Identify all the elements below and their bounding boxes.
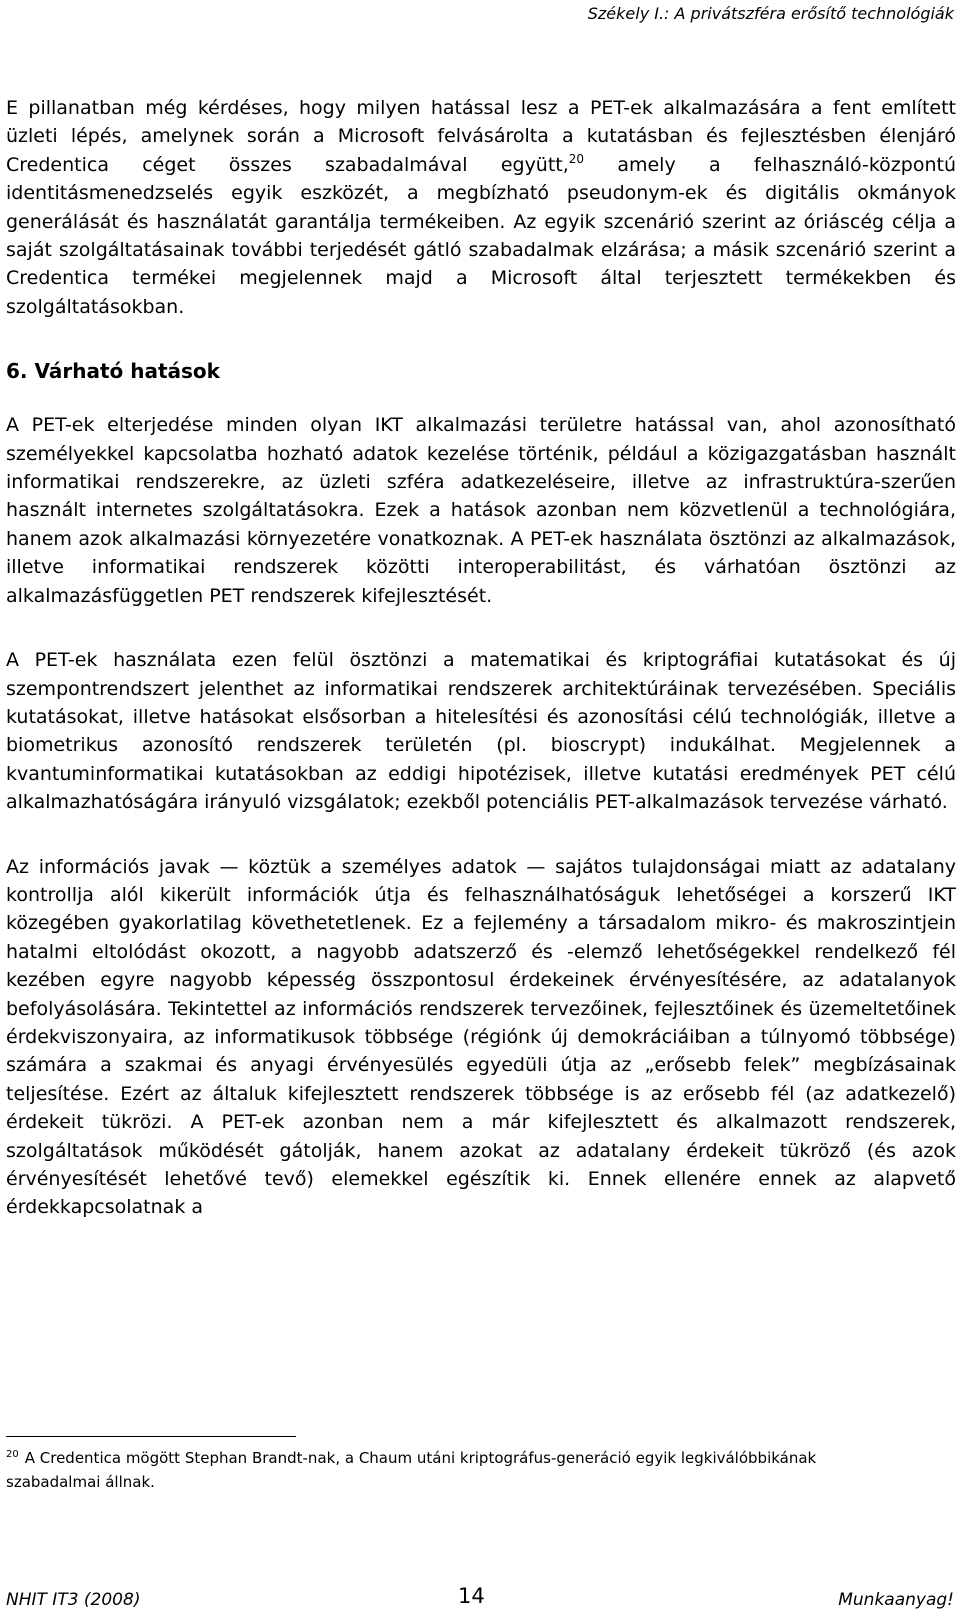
- main-content: [6, 94, 956, 1222]
- paragraph-research: A PET-ek használata ezen felül ösztönzi a matematikai és kriptográfiai kutatásokat és új szempontrendszert jelenthet az informatikai rendszerek architektúráinak tervezésében. Speciális kutatásokat, illetve hatásokat elsősorban a hitelesítési és azonosítási célú technológiák, illetve a biometrikus azonosító rendszerek területén (pl. bioscrypt) indukálhat. Megjelennek a kvantuminformatikai kutatásokban az eddigi hipotézisek, illetve kutatási eredmények PET célú alkalmazhatóságára irányuló vizsgálatok; ezekből potenciális PET-alkalmazások tervezése várható.: [6, 649, 956, 814]
- paragraph-information-goods: Az információs javak — köztük a személyes adatok — sajátos tulajdonságai miatt az adatalany kontrollja alól kikerült információk útja és felhasználhatóságuk lehetőségei a korszerű IKT közegében gyakorlatilag követhetetlenek. Ez a fejlemény a társadalom mikro- és makroszintjein hatalmi eltolódást okozott, a nagyobb adatszerző és -elemző lehetőségekkel rendelkező fél kezében egyre nagyobb képesség összpontosul érdekeinek érvényesítésére, az adatalanyok befolyásolására. Tekintettel az információs rendszerek tervezőinek, fejlesztőinek és üzemeltetőinek érdekviszonyaira, az informatikusok többsége (régiónk új demokráciáiban a túlnyomó többsége) számára a szakmai és anyagi érvényesülés egyedüli útja az „erősebb felek” megbízásainak teljesítése. Ezért az általuk kifejlesztett rendszerek többsége is az erősebb fél (az adatkezelő) érdekeit tükrözi. A PET-ek azonban nem a már kifejlesztett és alkalmazott rendszerek, szolgáltatások működését gátolják, hanem azokat az adatalany érdekeit tükröző (és azok érvényesítését lehetővé tevő) elemekkel egészítik ki. Ennek ellenére ennek az alapvető érdekkapcsolatnak a: [6, 855, 956, 1219]
- page-footer: [6, 1586, 954, 1612]
- footnote-text: A Credentica mögött Stephan Brandt-nak, a Chaum utáni kriptográfus-generáció egyik legkiválóbbikának szabadalmai állnak.: [6, 1449, 817, 1491]
- footnote-number: 20: [6, 1449, 19, 1460]
- paragraph-pet-spread: A PET-ek elterjedése minden olyan IKT alkalmazási területre hatással van, ahol azonosítható személyekkel kapcsolatba hozható adatok kezelése történik, például a közigazgatásban használt informatikai rendszerekre, az üzleti szféra adatkezeléseire, illetve az infrastruktúra-szerűen használt internetes szolgáltatásokra. Ezek a hatások azonban nem közvetlenül a technológiára, hanem azok alkalmazási környezetére vonatkoznak. A PET-ek használata ösztönzi az alkalmazások, illetve informatikai rendszerek közötti interoperabilitást, és várhatóan ösztönzi az alkalmazásfüggetlen PET rendszerek kifejlesztését.: [6, 414, 956, 607]
- running-header: Székely I.: A privátszféra erősítő technológiák: [587, 4, 954, 23]
- footnote-reference[interactable]: 20: [568, 151, 585, 166]
- paragraph-text: amely a felhasználó-központú identitásmenedzselés egyik eszközét, a megbízható pseudonym-ek és digitális okmányok generálását és használatát garantálja termékeiben. Az egyik szcenárió szerint az óriáscég célja a saját szolgáltatásainak további terjedését gátló szabadalmak elzárása; a másik szcenárió szerint a Credentica termékei megjelennek majd a Microsoft által terjesztett termékekben és szolgáltatásokban.: [6, 153, 956, 318]
- paragraph-text: E pillanatban még kérdéses, hogy milyen hatással lesz a PET-ek alkalmazására a fent említett üzleti lépés, amelynek során a Microsoft felvásárolta a kutatásban és fejlesztésben élenjáró Credentica céget összes szabadalmával együtt,: [6, 97, 956, 176]
- footnote: [6, 1446, 906, 1494]
- paragraph-credentica: [6, 94, 956, 321]
- section-heading: 6. Várható hatások: [6, 359, 220, 384]
- footnote-separator: [6, 1436, 296, 1437]
- footer-document-id: NHIT IT3 (2008): [6, 1590, 141, 1610]
- page-number: 14: [458, 1584, 485, 1608]
- footer-status: Munkaanyag!: [838, 1590, 954, 1610]
